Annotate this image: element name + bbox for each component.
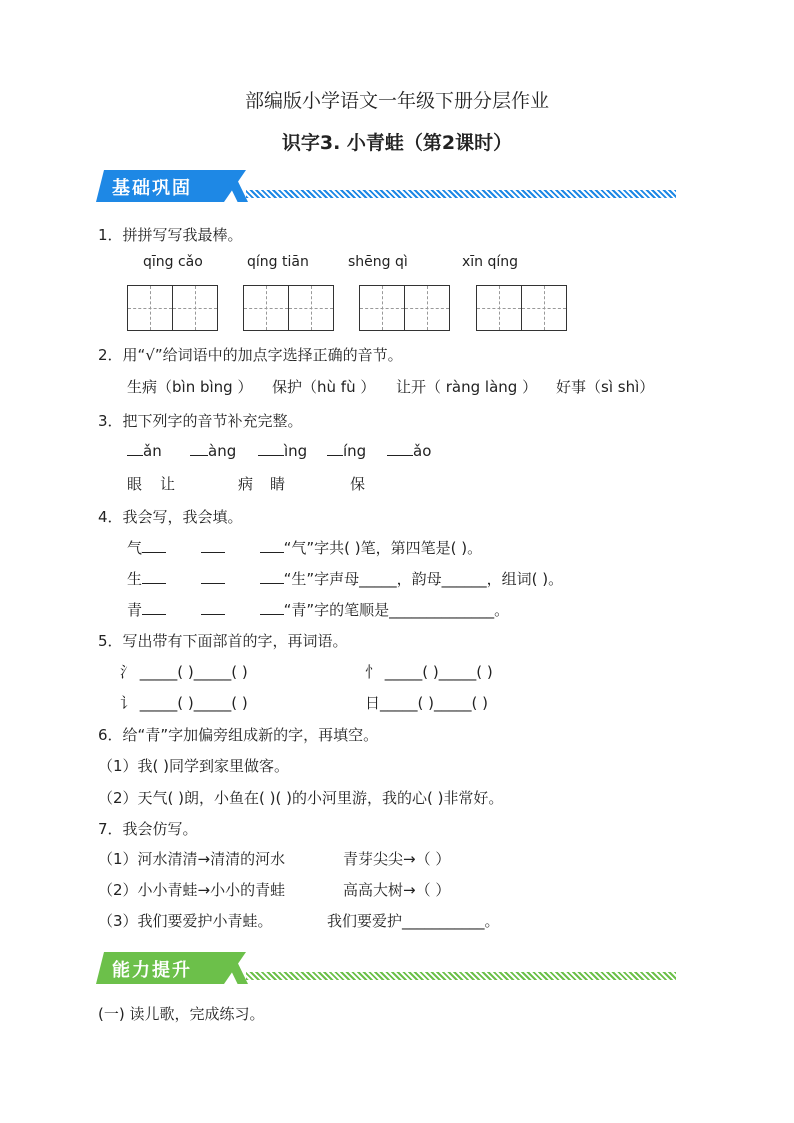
q3-char-4: 睛 xyxy=(270,475,286,493)
writing-grid-2[interactable] xyxy=(243,285,334,331)
q1-pinyin-2: qíng tiān xyxy=(247,254,309,270)
section-banner-basic xyxy=(96,170,676,202)
section-banner-ability xyxy=(96,952,676,984)
q3-syllable-3: ìng xyxy=(258,441,307,460)
q7-item-2-left: （2）小小青蛙→小小的青蛙 xyxy=(98,881,286,899)
q1-pinyin-1: qīng cǎo xyxy=(143,254,203,270)
q3-title: 3．把下列字的音节补充完整。 xyxy=(98,412,303,430)
q3-char-1: 眼 xyxy=(127,475,143,493)
banner-stripe xyxy=(246,972,676,980)
section-label-ability: 能力提升 xyxy=(112,960,192,981)
q1-title: 1．拼拼写写我最棒。 xyxy=(98,226,243,244)
q1-pinyin-3: shēng qì xyxy=(348,254,408,270)
q2-item-4: 好事（sì shì） xyxy=(556,378,655,396)
page-title: 部编版小学语文一年级下册分层作业 xyxy=(244,90,549,112)
part1-title: (一) 读儿歌，完成练习。 xyxy=(98,1005,265,1023)
q2-item-1: 生病（bìn bìng ） xyxy=(127,378,253,396)
writing-grid-4[interactable] xyxy=(476,285,567,331)
q5-radical-2: 忄 _____( )_____( ) xyxy=(365,663,493,681)
q7-item-3-right: 我们要爱护___________。 xyxy=(327,912,500,930)
q4-title: 4．我会写，我会填。 xyxy=(98,508,243,526)
lesson-subtitle: 识字3. 小青蛙（第2课时） xyxy=(281,132,513,154)
section-label-basic: 基础巩固 xyxy=(112,178,192,199)
q7-item-1-right: 青芽尖尖→（ ） xyxy=(343,850,451,868)
q5-radical-4: 日_____( )_____( ) xyxy=(365,694,488,712)
q5-title: 5．写出带有下面部首的字，再词语。 xyxy=(98,632,348,650)
q6-title: 6．给“青”字加偏旁组成新的字，再填空。 xyxy=(98,726,379,744)
q3-syllable-1: ǎn xyxy=(127,441,162,460)
q3-syllable-5: ǎo xyxy=(387,441,431,460)
q7-item-2-right: 高高大树→（ ） xyxy=(343,881,451,899)
q7-title: 7．我会仿写。 xyxy=(98,820,198,838)
q7-item-1-left: （1）河水清清→清清的河水 xyxy=(98,850,286,868)
q7-item-3-left: （3）我们要爱护小青蛙。 xyxy=(98,912,273,930)
q3-char-3: 病 xyxy=(238,475,254,493)
q4-row-2: 生 “生”字声母_____，韵母______，组词( )。 xyxy=(127,570,564,588)
banner-stripe xyxy=(246,190,676,198)
q1-pinyin-4: xīn qíng xyxy=(462,254,519,270)
q2-item-3: 让开（ ràng làng ） xyxy=(396,378,538,396)
q5-radical-1: 氵 _____( )_____( ) xyxy=(120,663,248,681)
q2-title: 2．用“√”给词语中的加点字选择正确的音节。 xyxy=(98,346,403,364)
writing-grid-3[interactable] xyxy=(359,285,450,331)
q2-item-2: 保护（hù fù ） xyxy=(272,378,376,396)
q3-syllable-2: àng xyxy=(190,441,236,460)
q3-char-2: 让 xyxy=(160,475,176,493)
q5-radical-3: 讠 _____( )_____( ) xyxy=(120,694,248,712)
q4-row-1: 气 “气”字共( )笔，第四笔是( )。 xyxy=(127,539,483,557)
writing-grid-1[interactable] xyxy=(127,285,218,331)
q3-char-5: 保 xyxy=(350,475,366,493)
q3-syllable-4: íng xyxy=(327,441,366,460)
q4-row-3: 青 “青”字的笔顺是______________。 xyxy=(127,601,510,619)
q6-item-1: （1）我( )同学到家里做客。 xyxy=(98,757,290,775)
q6-item-2: （2）天气( )朗，小鱼在( )( )的小河里游，我的心( )非常好。 xyxy=(98,789,504,807)
